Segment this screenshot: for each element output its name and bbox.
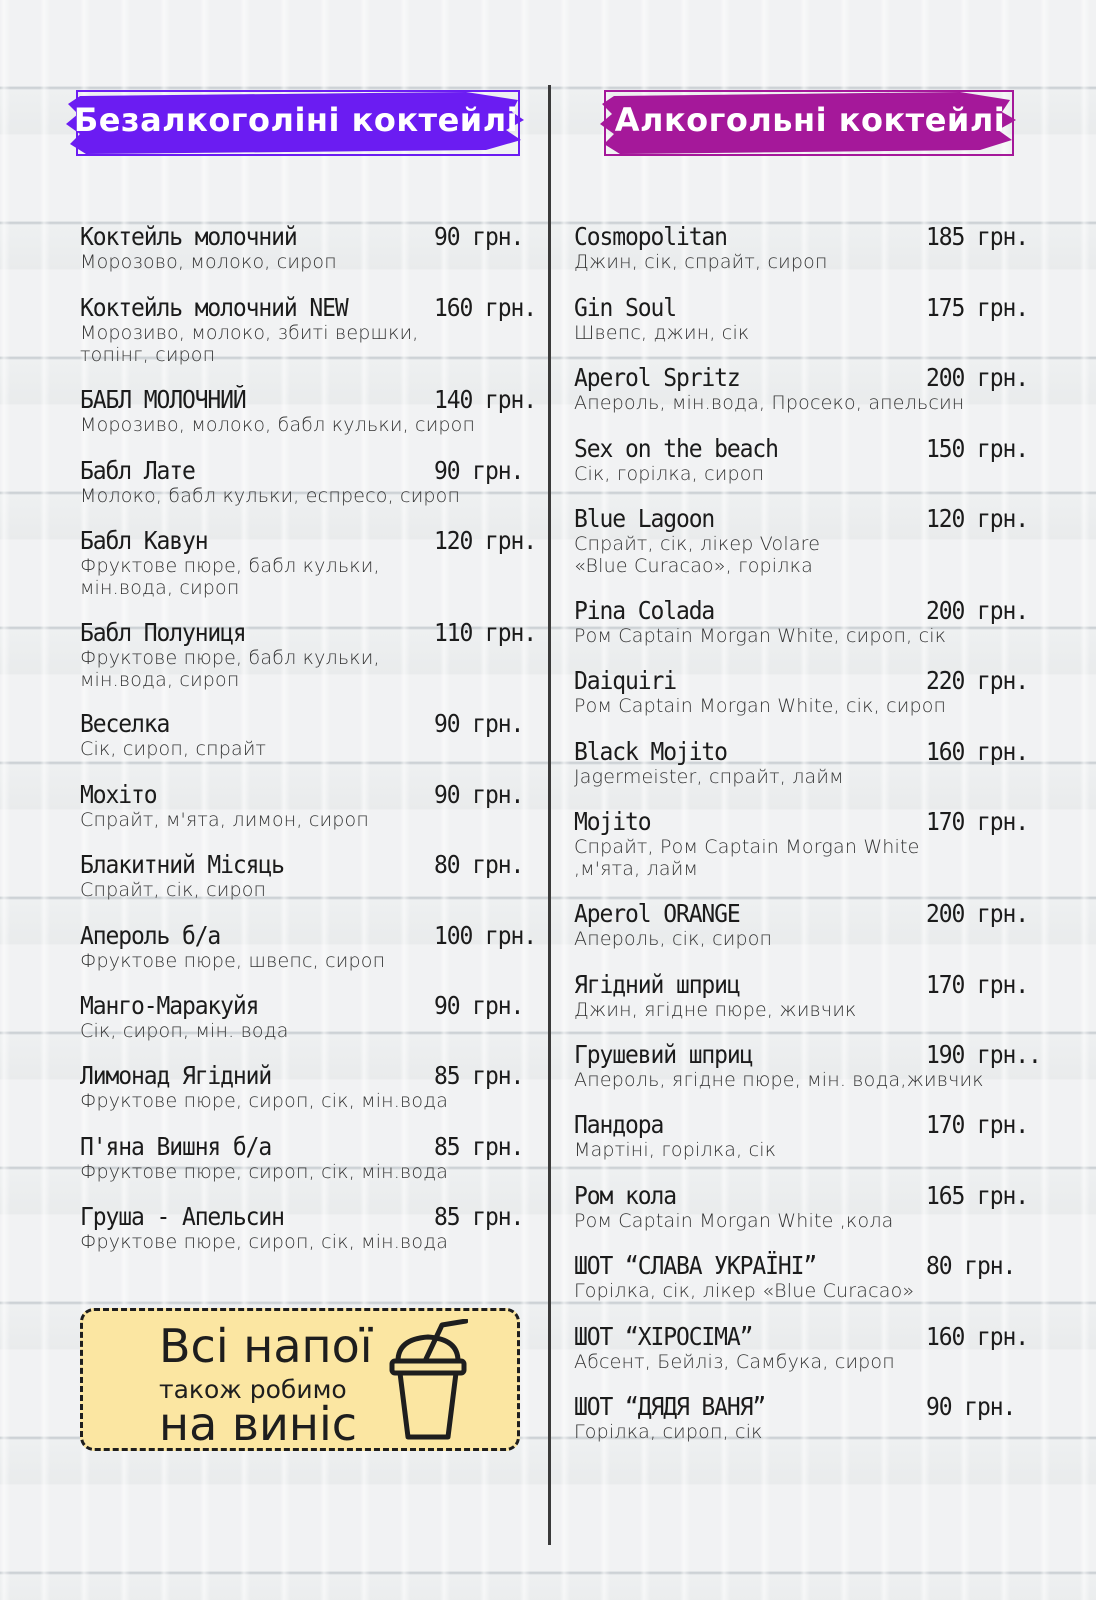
description-line: Морозиво, молоко, бабл кульки, сироп bbox=[80, 414, 476, 436]
description-line: Горілка, сироп, сік bbox=[574, 1421, 763, 1443]
item-description bbox=[574, 1210, 894, 1232]
description-line: Фруктове пюре, бабл кульки, bbox=[80, 647, 380, 669]
item-description bbox=[80, 647, 380, 691]
item-price: 85 грн. bbox=[434, 1132, 524, 1161]
item-name: Лимонад Ягідний bbox=[80, 1061, 272, 1090]
item-name: Бабл Полуниця bbox=[80, 618, 246, 647]
item-description bbox=[80, 1161, 448, 1183]
description-line: Морозово, молоко, сироп bbox=[80, 251, 337, 273]
nonalcoholic-banner bbox=[66, 90, 526, 156]
item-price: 90 грн. bbox=[926, 1392, 1016, 1421]
description-line: Апероль, ягідне пюре, мін. вода,живчик bbox=[574, 1069, 984, 1091]
item-description bbox=[574, 1280, 914, 1302]
item-price: 90 грн. bbox=[434, 709, 524, 738]
item-description bbox=[80, 738, 266, 760]
item-description bbox=[574, 392, 964, 414]
description-line: Джин, сік, спрайт, сироп bbox=[574, 251, 828, 273]
item-name: Daiquiri bbox=[574, 666, 676, 695]
item-description bbox=[574, 836, 920, 880]
description-line: Ром Captain Morgan White, сік, сироп bbox=[574, 695, 947, 717]
item-description bbox=[574, 766, 844, 788]
item-name: Коктейль молочний bbox=[80, 222, 297, 251]
item-description bbox=[80, 251, 337, 273]
item-name: Sex on the beach bbox=[574, 434, 778, 463]
item-price: 90 грн. bbox=[434, 456, 524, 485]
description-line: Горілка, сік, лікер «Blue Curacao» bbox=[574, 1280, 915, 1302]
item-description bbox=[80, 555, 380, 599]
item-name: Mojito bbox=[574, 807, 651, 836]
item-name: Ягідний шприц bbox=[574, 970, 740, 999]
section-title-nonalcoholic: Безалкоголіні коктейлі bbox=[73, 101, 519, 139]
item-name: Коктейль молочний NEW bbox=[80, 293, 348, 322]
item-description bbox=[80, 1090, 448, 1112]
item-description bbox=[80, 1020, 289, 1042]
item-description bbox=[574, 999, 857, 1021]
item-name: ШОТ “ДЯДЯ ВАНЯ” bbox=[574, 1392, 766, 1421]
item-description bbox=[574, 1139, 776, 1161]
description-line: Фруктове пюре, сироп, сік, мін.вода bbox=[80, 1231, 449, 1253]
item-name: Грушевий шприц bbox=[574, 1040, 753, 1069]
description-line: топінг, сироп bbox=[80, 344, 216, 366]
item-price: 90 грн. bbox=[434, 991, 524, 1020]
description-line: Сік, сироп, мін. вода bbox=[80, 1020, 289, 1042]
item-name: ШОТ “СЛАВА УКРАЇНІ” bbox=[574, 1251, 817, 1280]
item-price: 170 грн. bbox=[926, 807, 1028, 836]
item-price: 200 грн. bbox=[926, 363, 1028, 392]
description-line: Молоко, бабл кульки, еспресо, сироп bbox=[80, 485, 461, 507]
item-price: 185 грн. bbox=[926, 222, 1028, 251]
takeaway-line-2: також робимо bbox=[159, 1375, 347, 1404]
takeaway-line-1: Всі напої bbox=[159, 1319, 373, 1373]
item-price: 120 грн. bbox=[434, 526, 536, 555]
item-price: 140 грн. bbox=[434, 385, 536, 414]
item-price: 85 грн. bbox=[434, 1061, 524, 1090]
item-price: 150 грн. bbox=[926, 434, 1028, 463]
description-line: Швепс, джин, сік bbox=[574, 322, 750, 344]
item-price: 100 грн. bbox=[434, 921, 536, 950]
item-description bbox=[80, 414, 475, 436]
item-name: Ром кола bbox=[574, 1181, 676, 1210]
item-name: Апероль б/а bbox=[80, 921, 221, 950]
description-line: мін.вода, сироп bbox=[80, 669, 240, 691]
description-line: Апероль, мін.вода, Просеко, апельсин bbox=[574, 392, 965, 414]
item-name: Black Mojito bbox=[574, 737, 727, 766]
item-description bbox=[574, 625, 946, 647]
takeaway-notice bbox=[80, 1308, 520, 1451]
item-price: 220 грн. bbox=[926, 666, 1028, 695]
item-name: Блакитний Місяць bbox=[80, 850, 284, 879]
item-name: Бабл Лате bbox=[80, 456, 195, 485]
item-price: 160 грн. bbox=[434, 293, 536, 322]
item-description bbox=[80, 809, 369, 831]
description-line: Джин, ягідне пюре, живчик bbox=[574, 999, 857, 1021]
description-line: Ром Captain Morgan White ,кола bbox=[574, 1210, 894, 1232]
takeaway-cup-icon bbox=[388, 1319, 468, 1444]
item-name: Манго-Маракуйя bbox=[80, 991, 259, 1020]
item-description bbox=[574, 695, 946, 717]
item-price: 200 грн. bbox=[926, 899, 1028, 928]
description-line: Спрайт, м'ята, лимон, сироп bbox=[80, 809, 369, 831]
item-price: 170 грн. bbox=[926, 970, 1028, 999]
description-line: Спрайт, сік, лікер Volare bbox=[574, 533, 821, 555]
item-name: Blue Lagoon bbox=[574, 504, 715, 533]
item-price: 200 грн. bbox=[926, 596, 1028, 625]
description-line: Апероль, сік, сироп bbox=[574, 928, 773, 950]
item-price: 190 грн.. bbox=[926, 1040, 1041, 1069]
item-name: Pina Colada bbox=[574, 596, 715, 625]
item-description bbox=[574, 463, 764, 485]
item-name: Мохіто bbox=[80, 780, 157, 809]
item-price: 80 грн. bbox=[434, 850, 524, 879]
item-name: Груша - Апельсин bbox=[80, 1202, 284, 1231]
description-line: мін.вода, сироп bbox=[80, 577, 240, 599]
item-name: Пандора bbox=[574, 1110, 664, 1139]
item-name: П'яна Вишня б/а bbox=[80, 1132, 272, 1161]
item-price: 90 грн. bbox=[434, 222, 524, 251]
description-line: «Blue Curacao», горілка bbox=[574, 555, 813, 577]
description-line: Спрайт, Ром Captain Morgan White bbox=[574, 836, 920, 858]
alcoholic-banner bbox=[600, 90, 1020, 156]
description-line: Сік, сироп, спрайт bbox=[80, 738, 267, 760]
item-name: БАБЛ МОЛОЧНИЙ bbox=[80, 385, 246, 414]
item-price: 80 грн. bbox=[926, 1251, 1016, 1280]
description-line: Фруктове пюре, швепс, сироп bbox=[80, 950, 386, 972]
item-description bbox=[574, 1421, 763, 1443]
takeaway-line-3: на виніс bbox=[159, 1397, 358, 1451]
item-price: 165 грн. bbox=[926, 1181, 1028, 1210]
description-line: Jagermeister, спрайт, лайм bbox=[574, 766, 844, 788]
item-price: 175 грн. bbox=[926, 293, 1028, 322]
item-name: Gin Soul bbox=[574, 293, 676, 322]
description-line: Морозиво, молоко, збиті вершки, bbox=[80, 322, 419, 344]
item-price: 120 грн. bbox=[926, 504, 1028, 533]
item-description bbox=[574, 251, 828, 273]
item-price: 160 грн. bbox=[926, 1322, 1028, 1351]
description-line: Фруктове пюре, сироп, сік, мін.вода bbox=[80, 1090, 449, 1112]
description-line: Сік, горілка, сироп bbox=[574, 463, 765, 485]
item-name: Aperol Spritz bbox=[574, 363, 740, 392]
item-price: 85 грн. bbox=[434, 1202, 524, 1231]
description-line: Фруктове пюре, бабл кульки, bbox=[80, 555, 380, 577]
item-name: Веселка bbox=[80, 709, 170, 738]
item-description bbox=[80, 485, 460, 507]
item-name: Aperol ORANGE bbox=[574, 899, 740, 928]
item-description bbox=[574, 1069, 984, 1091]
item-description bbox=[80, 1231, 448, 1253]
item-price: 170 грн. bbox=[926, 1110, 1028, 1139]
item-name: Бабл Кавун bbox=[80, 526, 208, 555]
item-price: 110 грн. bbox=[434, 618, 536, 647]
item-description bbox=[80, 322, 419, 366]
item-description bbox=[574, 322, 749, 344]
description-line: Мартіні, горілка, сік bbox=[574, 1139, 777, 1161]
item-price: 160 грн. bbox=[926, 737, 1028, 766]
column-divider bbox=[548, 85, 551, 1545]
item-name: ШОТ “ХІРОСІМА” bbox=[574, 1322, 753, 1351]
item-description bbox=[574, 1351, 895, 1373]
description-line: ,м'ята, лайм bbox=[574, 858, 699, 880]
description-line: Ром Captain Morgan White, сироп, сік bbox=[574, 625, 947, 647]
item-description bbox=[574, 533, 820, 577]
section-title-alcoholic: Алкогольні коктейлі bbox=[614, 101, 1006, 139]
description-line: Спрайт, сік, сироп bbox=[80, 879, 267, 901]
item-description bbox=[574, 928, 772, 950]
item-description bbox=[80, 950, 385, 972]
item-name: Cosmopolitan bbox=[574, 222, 727, 251]
description-line: Фруктове пюре, сироп, сік, мін.вода bbox=[80, 1161, 449, 1183]
item-price: 90 грн. bbox=[434, 780, 524, 809]
item-description bbox=[80, 879, 266, 901]
description-line: Абсент, Бейліз, Самбука, сироп bbox=[574, 1351, 895, 1373]
